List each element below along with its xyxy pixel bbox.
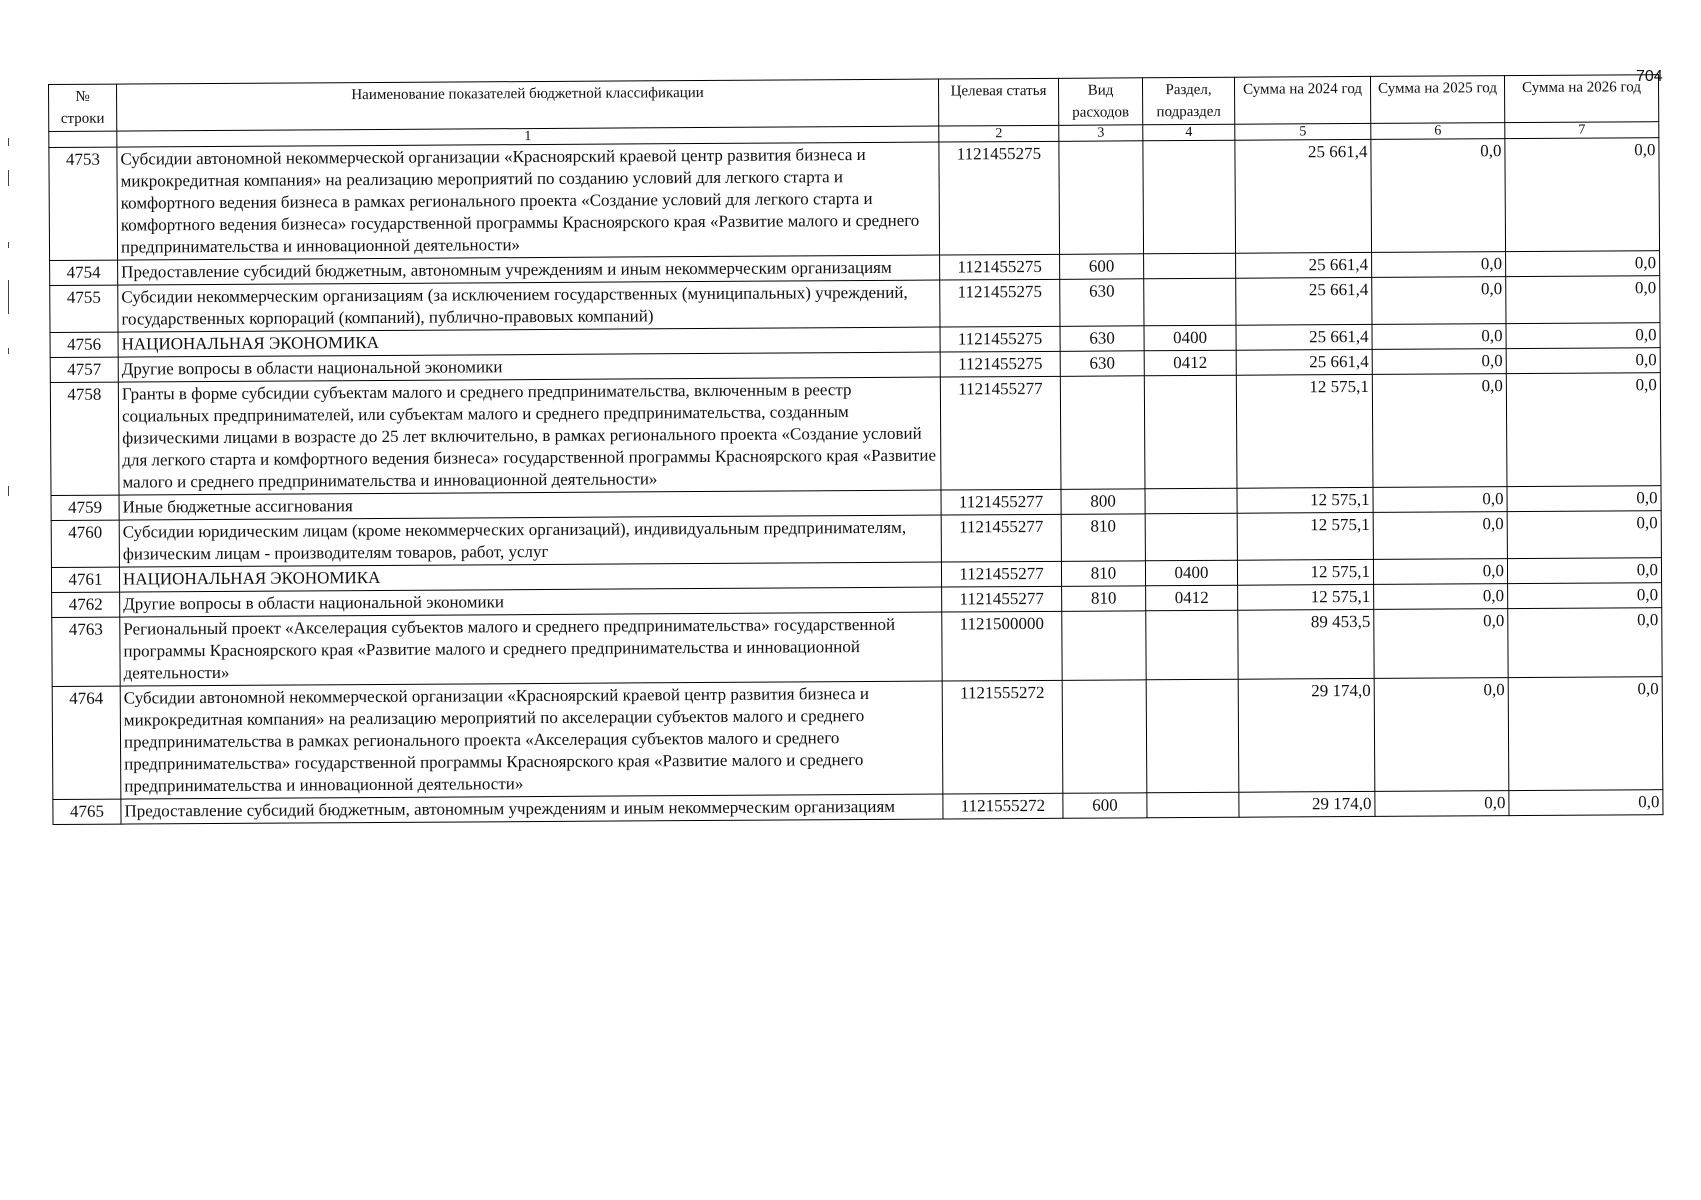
row-sum-2024: 12 575,1	[1236, 374, 1373, 488]
row-expense-type: 630	[1060, 326, 1144, 352]
row-name: Предоставление субсидий бюджетным, автономным учреждениям и иным некоммерческим организациям	[118, 255, 940, 285]
row-expense-type	[1062, 680, 1147, 794]
row-sum-2025: 0,0	[1373, 559, 1507, 585]
row-expense-type: 810	[1061, 514, 1145, 562]
header-target-article: Целевая статья	[938, 78, 1058, 126]
row-number: 4760	[51, 520, 119, 567]
row-number: 4755	[50, 285, 118, 332]
row-target-article: 1121455277	[941, 489, 1061, 515]
row-sum-2024: 29 174,0	[1239, 791, 1375, 817]
row-sum-2024: 25 661,4	[1236, 252, 1372, 278]
row-section: 0412	[1146, 585, 1238, 611]
row-expense-type: 630	[1060, 351, 1144, 377]
row-sum-2024: 12 575,1	[1237, 487, 1373, 513]
row-number: 4754	[50, 260, 118, 285]
row-sum-2026: 0,0	[1507, 558, 1661, 584]
table-row	[49, 138, 1660, 261]
row-expense-type	[1062, 611, 1146, 681]
row-sum-2026: 0,0	[1508, 677, 1663, 791]
row-sum-2026: 0,0	[1508, 608, 1662, 678]
header-sum-2024: Сумма на 2024 год	[1234, 76, 1370, 124]
row-number: 4753	[49, 147, 118, 260]
column-number: 7	[1505, 122, 1659, 139]
budget-table	[48, 74, 1663, 825]
row-sum-2024: 12 575,1	[1237, 559, 1373, 585]
row-target-article: 1121555272	[943, 793, 1063, 819]
row-expense-type: 810	[1062, 586, 1146, 612]
row-name: Предоставление субсидий бюджетным, автономным учреждениям и иным некоммерческим организациям	[121, 794, 943, 824]
row-name: Региональный проект «Акселерация субъектов малого и среднего предпринимательства» государственной программы Красноярского края «Развитие малого и среднего предпринимательства и инновационной деятельности»	[120, 612, 942, 686]
row-expense-type	[1059, 141, 1144, 255]
row-sum-2025: 0,0	[1372, 349, 1506, 375]
row-target-article: 1121455275	[940, 351, 1060, 377]
row-target-article: 1121555272	[942, 680, 1063, 794]
row-section	[1147, 792, 1239, 818]
row-target-article: 1121455277	[941, 514, 1061, 562]
row-name: Другие вопросы в области национальной экономики	[118, 352, 940, 382]
header-sum-2026: Сумма на 2026 год	[1504, 75, 1658, 123]
row-number: 4759	[51, 495, 119, 520]
row-sum-2025: 0,0	[1374, 584, 1508, 610]
row-expense-type	[1060, 376, 1145, 490]
row-section	[1144, 253, 1236, 279]
row-section	[1144, 278, 1236, 326]
column-number: 2	[939, 125, 1059, 142]
page-number: 704	[1636, 68, 1663, 85]
row-number: 4761	[51, 567, 119, 592]
row-sum-2025: 0,0	[1375, 791, 1509, 817]
row-target-article: 1121455277	[942, 586, 1062, 612]
row-name: Другие вопросы в области национальной экономики	[120, 587, 942, 617]
column-number: 3	[1059, 125, 1143, 142]
table-body	[49, 138, 1663, 825]
row-section	[1143, 140, 1236, 254]
row-sum-2026: 0,0	[1506, 251, 1660, 277]
row-expense-type: 810	[1061, 561, 1145, 587]
row-target-article: 1121455275	[940, 279, 1060, 327]
row-sum-2024: 25 661,4	[1236, 349, 1372, 375]
table-row	[52, 677, 1663, 800]
row-section	[1145, 488, 1237, 514]
header-row-no: № строки	[49, 84, 117, 131]
row-section: 0400	[1144, 325, 1236, 351]
row-number: 4758	[50, 382, 119, 495]
row-expense-type: 630	[1060, 279, 1144, 327]
row-expense-type: 800	[1061, 489, 1145, 515]
row-number: 4763	[52, 617, 120, 686]
row-sum-2025: 0,0	[1372, 374, 1507, 488]
header-expense-type: Вид расходов	[1058, 78, 1142, 126]
row-name: Субсидии автономной некоммерческой организации «Красноярский краевой центр развития бизнеса и микрокредитная компания» на реализацию мероприятий по созданию условий для легкого старта и комфортного ведения бизнеса в рамках регионального проекта «Создание условий для легкого старта и комфортного ведения бизнеса» государственной программы Красноярского края «Развитие малого и среднего предпринимательства и инновационной деятельности»	[117, 142, 940, 260]
header-name: Наименование показателей бюджетной классификации	[117, 79, 939, 131]
header-sum-2025: Сумма на 2025 год	[1370, 76, 1504, 124]
row-name: НАЦИОНАЛЬНАЯ ЭКОНОМИКА	[118, 327, 940, 357]
row-sum-2025: 0,0	[1371, 139, 1506, 253]
table-row	[50, 373, 1661, 496]
row-sum-2025: 0,0	[1374, 678, 1509, 792]
row-sum-2025: 0,0	[1372, 277, 1506, 325]
row-sum-2024: 12 575,1	[1237, 512, 1373, 560]
row-section: 0400	[1145, 560, 1237, 586]
row-sum-2026: 0,0	[1506, 348, 1660, 374]
row-sum-2026: 0,0	[1509, 790, 1663, 816]
row-expense-type: 600	[1060, 254, 1144, 280]
row-name: Иные бюджетные ассигнования	[119, 490, 941, 520]
row-sum-2026: 0,0	[1506, 276, 1660, 324]
row-number: 4756	[50, 332, 118, 357]
row-number: 4765	[53, 799, 121, 824]
row-name: НАЦИОНАЛЬНАЯ ЭКОНОМИКА	[119, 562, 941, 592]
row-number: 4764	[52, 686, 121, 799]
column-number: 4	[1143, 124, 1235, 141]
row-target-article: 1121500000	[942, 611, 1062, 681]
row-target-article: 1121455275	[940, 326, 1060, 352]
row-sum-2025: 0,0	[1374, 609, 1508, 679]
row-section	[1144, 375, 1237, 489]
row-sum-2024: 89 453,5	[1238, 609, 1374, 679]
row-target-article: 1121455275	[940, 254, 1060, 280]
row-number: 4762	[52, 592, 120, 617]
row-section	[1146, 610, 1238, 680]
row-sum-2024: 25 661,4	[1235, 139, 1372, 253]
row-sum-2025: 0,0	[1373, 512, 1507, 560]
table-row	[52, 608, 1662, 687]
row-sum-2024: 25 661,4	[1236, 324, 1372, 350]
column-number: 5	[1235, 123, 1371, 140]
row-section: 0412	[1144, 350, 1236, 376]
row-sum-2024: 25 661,4	[1236, 277, 1372, 325]
row-number: 4757	[50, 357, 118, 382]
column-number: 6	[1371, 123, 1505, 140]
column-number	[49, 131, 117, 147]
row-name: Субсидии некоммерческим организациям (за исключением государственных (муниципальных) учреждений, государственных корпораций (компаний), публично-правовых компаний)	[118, 280, 940, 332]
row-name: Гранты в форме субсидии субъектам малого и среднего предпринимательства, включенным в реестр социальных предпринимателей, или субъектам малого и среднего предпринимательства, созданным физическими лицами в возрасте до 25 лет включительно, в рамках регионального проекта «Создание условий для легкого старта и комфортного ведения бизнеса» государственной программы Красноярского края «Развитие малого и среднего предпринимательства и инновационной деятельности»	[118, 377, 941, 495]
row-expense-type: 600	[1063, 793, 1147, 819]
row-sum-2025: 0,0	[1372, 324, 1506, 350]
row-target-article: 1121455277	[940, 376, 1061, 490]
row-sum-2025: 0,0	[1372, 252, 1506, 278]
row-name: Субсидии юридическим лицам (кроме некоммерческих организаций), индивидуальным предпринимателям, физическим лицам - производителям товаров, работ, услуг	[119, 515, 941, 567]
row-sum-2026: 0,0	[1506, 323, 1660, 349]
row-section	[1146, 679, 1239, 793]
row-sum-2025: 0,0	[1373, 487, 1507, 513]
row-sum-2024: 29 174,0	[1238, 678, 1375, 792]
row-sum-2026: 0,0	[1507, 486, 1661, 512]
row-sum-2024: 12 575,1	[1238, 584, 1374, 610]
row-sum-2026: 0,0	[1505, 138, 1660, 252]
column-number: 1	[117, 126, 939, 147]
row-target-article: 1121455275	[939, 141, 1060, 255]
row-section	[1145, 513, 1237, 561]
row-target-article: 1121455277	[941, 561, 1061, 587]
row-sum-2026: 0,0	[1508, 583, 1662, 609]
row-sum-2026: 0,0	[1506, 373, 1661, 487]
row-sum-2026: 0,0	[1507, 511, 1661, 559]
header-section: Раздел, подраздел	[1142, 77, 1234, 125]
row-name: Субсидии автономной некоммерческой организации «Красноярский краевой центр развития бизнеса и микрокредитная компания» на реализацию мероприятий по акселерации субъектов малого и среднего предпринимательства в рамках регионального проекта «Акселерация субъектов малого и среднего предпринимательства» государственной программы Красноярского края «Развитие малого и среднего предпринимательства и инновационной деятельности»	[120, 681, 943, 799]
